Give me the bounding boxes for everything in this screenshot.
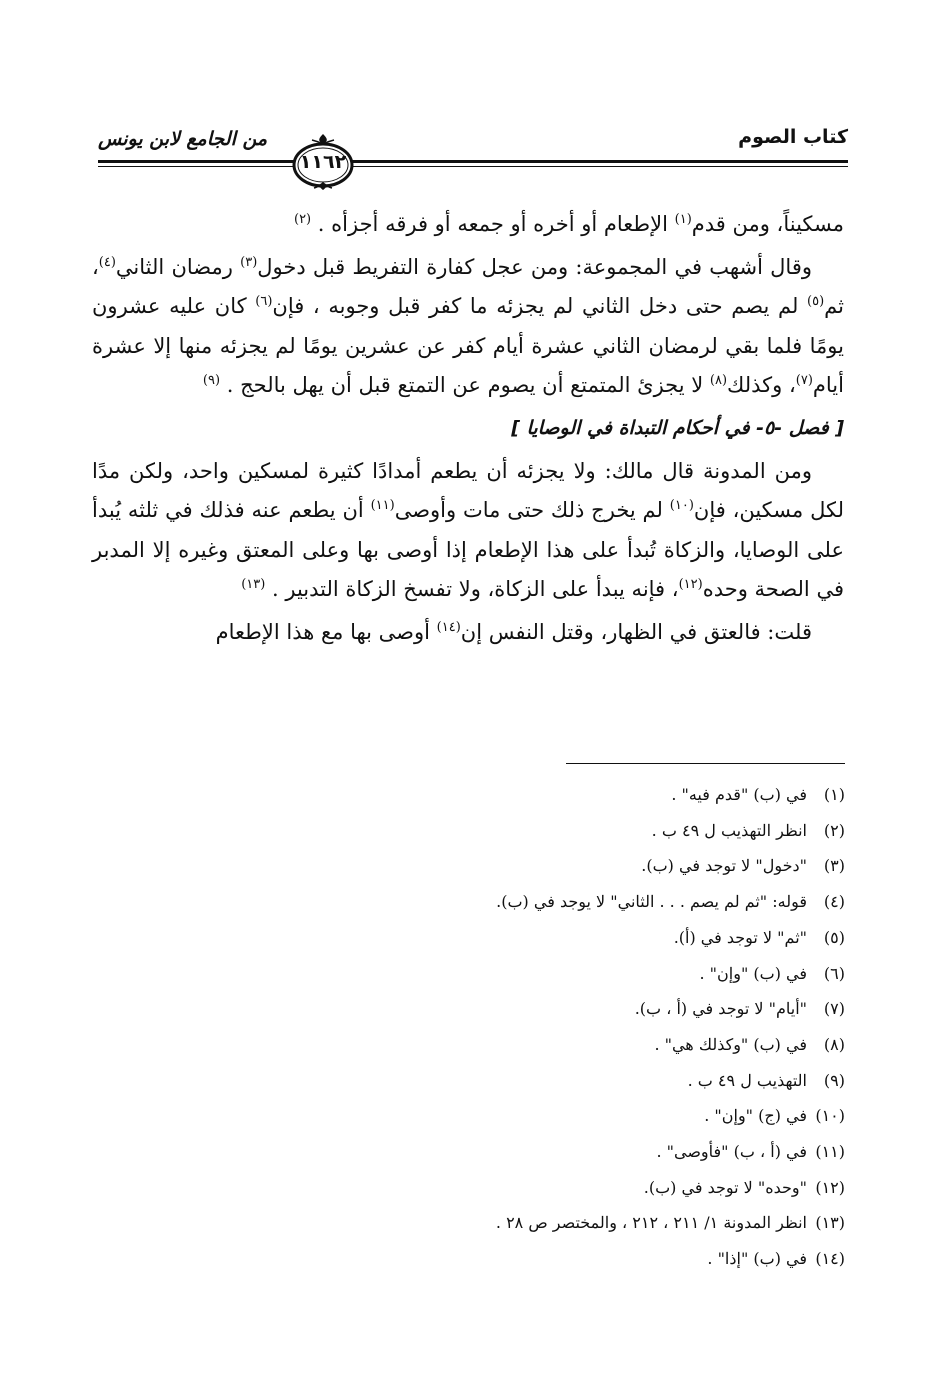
paragraph [92, 613, 844, 653]
footnote-item [300, 1241, 845, 1277]
footnote-item [300, 813, 845, 849]
footnote-text: في (أ ، ب) "فأوصى" . [656, 1142, 807, 1162]
text-run: لم يخرج ذلك حتى مات وأوصى [394, 498, 670, 522]
footnote-text: "وحده" لا توجد في (ب). [643, 1177, 807, 1197]
header-thin-rule-left [98, 166, 313, 167]
footnote-number: (٤) [823, 892, 845, 912]
footnote-number: (٥) [823, 927, 845, 947]
page-number: ١١٦٢ [299, 151, 347, 173]
text-run: كان عليه عشرون يومًا فلما بقي لرمضان الثاني عشرة أيام كفر عن عشرين يومًا لم يجزئه منها إلا عشرة أيام [92, 294, 844, 397]
footnote-ref: (٢) [293, 212, 312, 227]
paragraph [92, 452, 844, 610]
header-rule-left [98, 160, 313, 163]
footnote-number: (١١) [815, 1142, 845, 1162]
footnote-ref: (١٠) [669, 498, 694, 513]
footnotes [300, 777, 845, 1277]
footnote-ref: (٩) [202, 373, 221, 388]
footnote-ref: (٧) [795, 373, 813, 388]
footnote-text: في (ب) "وكذلك هي" . [654, 1034, 807, 1054]
text-run: مسكيناً، ومن قدم [691, 212, 844, 236]
running-header [98, 118, 848, 198]
footnote-item [300, 848, 845, 884]
header-thin-rule-right [350, 166, 848, 167]
book-title: كتاب الصوم [738, 126, 848, 148]
text-run: ، ثم [92, 254, 844, 318]
section-heading: [ فصل -٥- في أحكام التبداة في الوصايا ] [511, 416, 844, 439]
footnote-item [300, 884, 845, 920]
footnote-number: (٧) [823, 999, 845, 1019]
text-run: ومن المدونة قال مالك: ولا يجزئه أن يطعم أمدادًا كثيرة لمسكين واحد، ولكن مدًا لكل مسكين، فإن [92, 458, 845, 522]
footnote-ref: (٦) [255, 294, 273, 309]
footnote-text: "أيام" لا توجد في (أ ، ب). [634, 999, 807, 1019]
footnote-number: (٦) [823, 963, 845, 983]
footnote-item [300, 777, 845, 813]
text-run: رمضان الثاني [115, 254, 241, 279]
footnote-ref: (٨) [709, 373, 728, 388]
footnote-ref: (١٤) [436, 619, 461, 635]
paragraph [92, 205, 844, 245]
footnote-ref: (١٢) [678, 577, 703, 592]
footnote-ref: (٤) [98, 254, 116, 270]
text-run: لا يجزئ المتمتع أن يصوم عن التمتع قبل أن يهل بالحج . [220, 373, 710, 397]
footnote-text: في (ب) "قدم فيه" . [671, 785, 807, 804]
footnote-item [300, 956, 845, 992]
text-run: وقال أشهب في المجموعة: ومن عجل كفارة التفريط قبل دخول [257, 254, 812, 279]
text-run: الإطعام أو أخره أو جمعه أو فرقه أجزأه . [311, 212, 675, 236]
footnote-number: (١٢) [815, 1177, 845, 1197]
footnote-item [300, 1134, 845, 1170]
footnote-item [300, 1027, 845, 1063]
footnote-text: التهذيب ل ٤٩ ب . [687, 1070, 807, 1090]
footnote-number: (٣) [823, 856, 845, 876]
footnote-number: (١٣) [815, 1213, 845, 1233]
running-title: من الجامع لابن يونس [98, 128, 268, 150]
main-text [92, 205, 844, 655]
footnote-number: (١٠) [815, 1106, 845, 1126]
footnote-item [300, 1063, 845, 1099]
footnote-ref: (١) [674, 212, 692, 227]
footnote-number: (١٤) [815, 1249, 845, 1269]
footnote-number: (١) [823, 785, 845, 804]
footnote-item [300, 1205, 845, 1241]
footnote-text: في (ج) "وإن" . [704, 1106, 807, 1126]
footnote-item [300, 920, 845, 956]
footnote-number: (٢) [823, 820, 845, 840]
footnote-text: في (ب) "إذا" . [707, 1249, 807, 1269]
text-run: أن يطعم عنه فذلك في ثلثه يُبدأ على الوصايا، والزكاة تُبدأ على هذا الإطعام إذا أوصى بها وعلى المعتق وغيره إلا المدبر في الصحة وحده [92, 498, 844, 601]
footnote-separator [566, 763, 845, 764]
footnote-text: في (ب) "وإن" . [699, 963, 807, 983]
footnote-ref: (١٣) [241, 577, 266, 592]
footnote-text: "دخول" لا توجد في (ب). [641, 856, 807, 876]
text-run: أوصى بها مع هذا الإطعام [215, 619, 437, 644]
footnote-ref: (٥) [807, 294, 825, 309]
page-number-ornament [290, 132, 356, 192]
header-rule-right [350, 160, 848, 163]
footnote-text: انظر المدونة ١/ ٢١١ ، ٢١٢ ، والمختصر ص ٢٨ . [495, 1213, 807, 1233]
footnote-text: "ثم" لا توجد في (أ). [673, 927, 807, 947]
footnote-number: (٩) [823, 1070, 845, 1090]
text-run: ، فإنه يبدأ على الزكاة، ولا تفسخ الزكاة التدبير . [265, 577, 679, 601]
paragraph [92, 248, 844, 406]
text-run: ، وكذلك [727, 373, 796, 397]
footnote-item [300, 991, 845, 1027]
footnote-ref: (٣) [240, 254, 258, 270]
footnote-ref: (١١) [370, 498, 395, 513]
footnote-number: (٨) [823, 1034, 845, 1054]
text-run: قلت: فالعتق في الظهار، وقتل النفس إن [460, 619, 812, 644]
footnote-text: قوله: "ثم لم يصم . . . الثاني" لا يوجد في (ب). [496, 892, 807, 912]
text-run: لم يصم حتى دخل الثاني لم يجزئه ما كفر قبل وجوبه ، فإن [272, 294, 808, 318]
footnote-item [300, 1170, 845, 1206]
footnote-item [300, 1098, 845, 1134]
footnote-text: انظر التهذيب ل ٤٩ ب . [651, 820, 807, 840]
